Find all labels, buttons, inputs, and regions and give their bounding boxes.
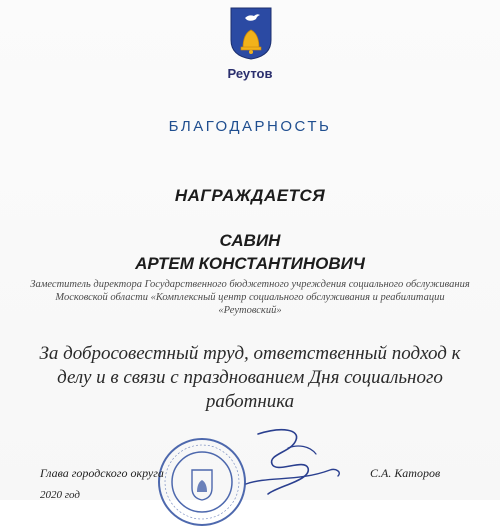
city-name: Реутов — [227, 66, 273, 81]
position-line: «Реутовский» — [218, 305, 282, 316]
position-line: Заместитель директора Государственного бюджетного учреждения социального обслуживания — [30, 279, 470, 290]
coat-of-arms-icon — [229, 6, 273, 60]
awarded-heading: НАГРАЖДАЕТСЯ — [174, 186, 326, 205]
signatory-title: Глава городского округа — [40, 466, 164, 480]
handwritten-signature-icon — [238, 424, 348, 500]
recipient-name: АРТЕМ КОНСТАНТИНОВИЧ — [135, 254, 365, 273]
recipient-position — [30, 278, 470, 317]
document-year: 2020 год — [40, 489, 80, 501]
reason-line: За добросовестный труд, ответственный подход к — [39, 343, 461, 364]
reason-line: работника — [205, 391, 295, 412]
award-reason — [14, 342, 486, 414]
document-kind: БЛАГОДАРНОСТЬ — [168, 118, 332, 135]
position-line: Московской области «Комплексный центр социального обслуживания и реабилитации — [55, 292, 445, 303]
reason-line: делу и в связи с празднованием Дня социального — [57, 367, 443, 388]
signatory-name: С.А. Каторов — [370, 466, 441, 480]
round-stamp-icon — [156, 436, 248, 528]
recipient-surname: САВИН — [219, 231, 281, 250]
